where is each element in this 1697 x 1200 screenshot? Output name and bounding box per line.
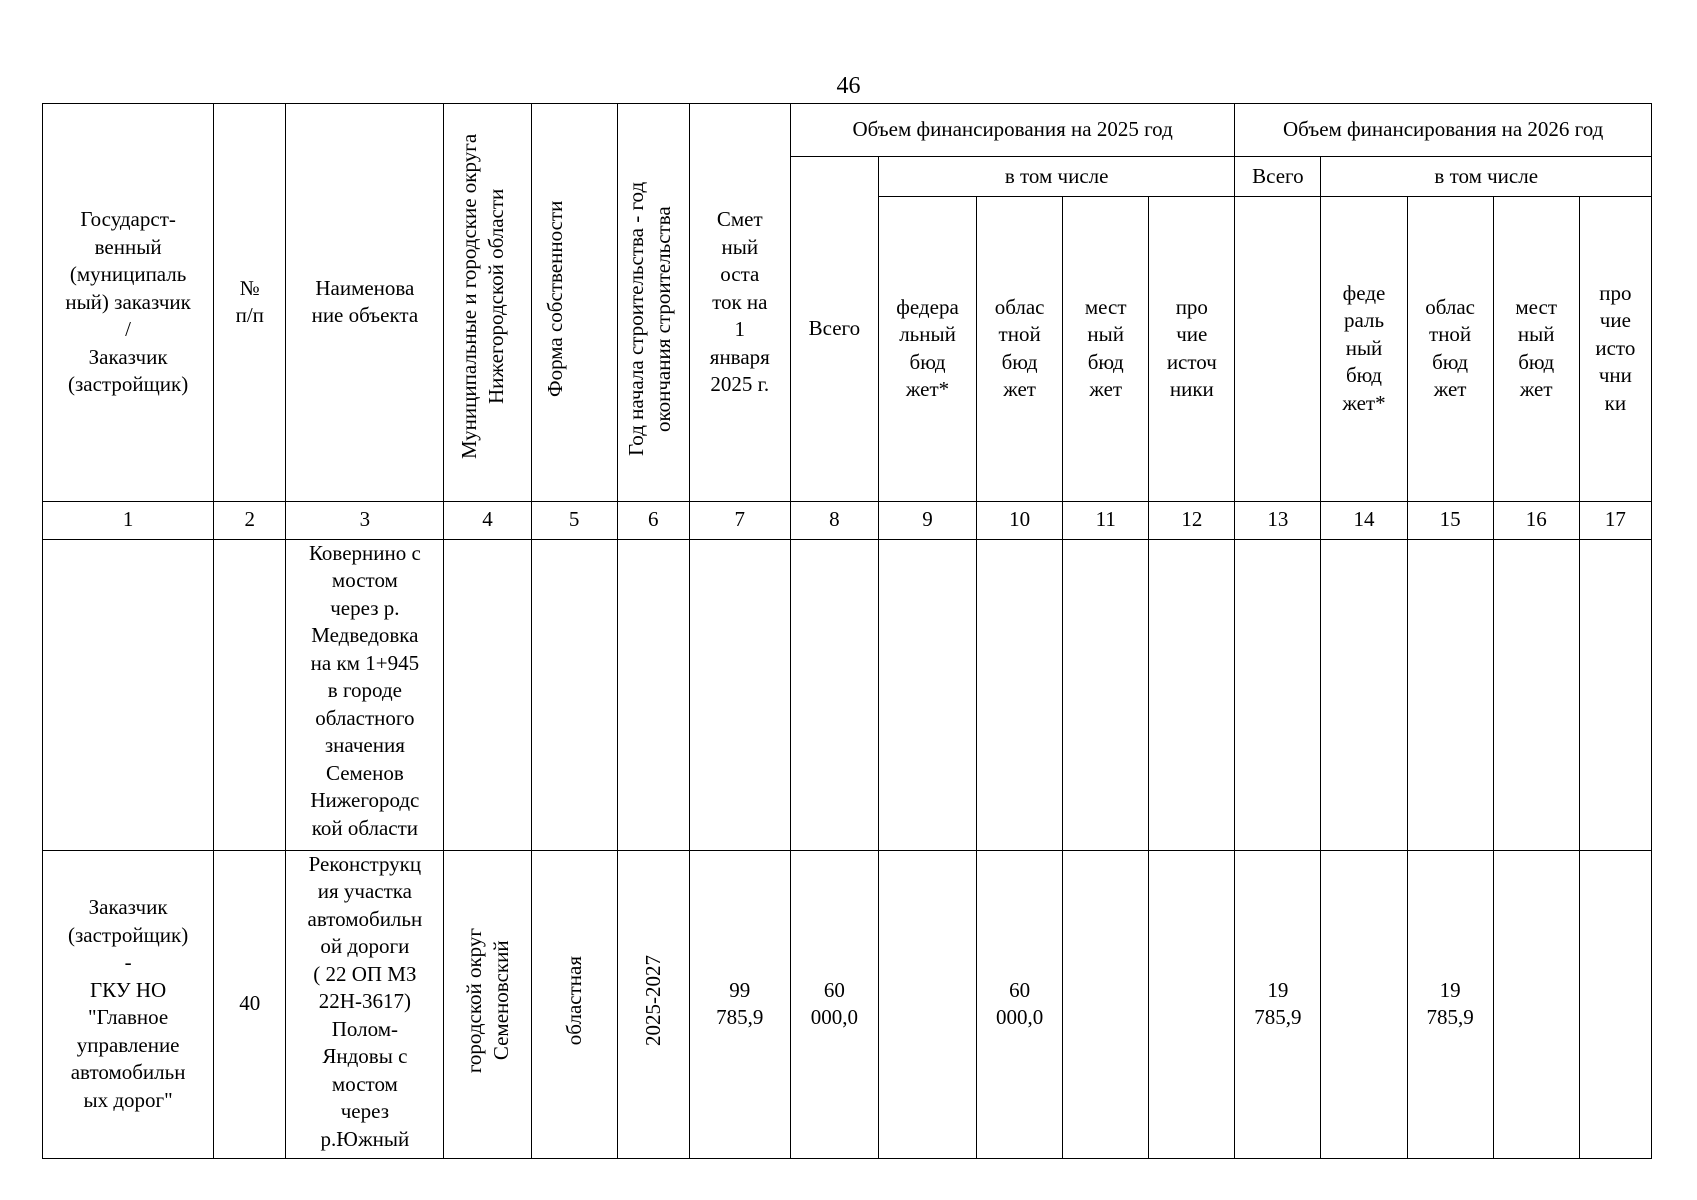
header-municipality: Муниципальные и городские округа Нижегородской области	[456, 133, 508, 460]
header-federal-2026: феде раль ный бюд жет*	[1321, 196, 1407, 501]
header-years-cell	[617, 104, 689, 502]
row-local-2026	[1493, 850, 1579, 1158]
column-number: 4	[444, 501, 531, 539]
page-number: 46	[836, 73, 861, 99]
header-regional-2025: облас тной бюд жет	[977, 196, 1063, 501]
header-total-2026: Всего	[1235, 157, 1321, 197]
column-number: 7	[689, 501, 790, 539]
column-number: 2	[214, 501, 286, 539]
column-number: 12	[1149, 501, 1235, 539]
row-local-2025	[1063, 850, 1149, 1158]
financing-table	[42, 103, 1652, 1159]
row-federal-2025	[878, 850, 976, 1158]
row-federal-2025	[878, 539, 976, 850]
row-customer	[43, 539, 214, 850]
header-local-2026: мест ный бюд жет	[1493, 196, 1579, 501]
row-other-2026	[1579, 539, 1651, 850]
column-numbers-row	[43, 501, 1652, 539]
row-ownership	[531, 539, 617, 850]
row-object-name: Ковернино с мостом через р. Медведовка на км 1+945 в городе областного значения Семенов Нижегородс кой области	[286, 539, 444, 850]
column-number: 9	[878, 501, 976, 539]
column-number: 8	[790, 501, 878, 539]
row-regional-2025: 60 000,0	[977, 850, 1063, 1158]
row-total-2026	[1235, 539, 1321, 850]
header-financing-2026: Объем финансирования на 2026 год	[1235, 104, 1652, 157]
row-ownership: областная	[561, 955, 586, 1045]
header-estimate-rest: Смет ный оста ток на 1 января 2025 г.	[689, 104, 790, 502]
row-total-2025: 60 000,0	[790, 850, 878, 1158]
header-customer: Государст- венный (муниципаль ный) заказчик / Заказчик (застройщик)	[43, 104, 214, 502]
column-number: 16	[1493, 501, 1579, 539]
row-other-2026	[1579, 850, 1651, 1158]
header-number: № п/п	[214, 104, 286, 502]
header-object-name: Наименова ние объекта	[286, 104, 444, 502]
row-total-2025	[790, 539, 878, 850]
table-row	[43, 539, 1652, 850]
header-ownership: Форма собственности	[543, 200, 568, 397]
row-number: 40	[214, 850, 286, 1158]
header-ownership-cell	[531, 104, 617, 502]
header-other-2026: про чие исто чни ки	[1579, 196, 1651, 501]
column-number: 13	[1235, 501, 1321, 539]
header-municipality-cell	[444, 104, 531, 502]
header-row-1	[43, 104, 1652, 157]
row-customer: Заказчик (застройщик) - ГКУ НО "Главное управление автомобильн ых дорог"	[43, 850, 214, 1158]
row-municipality	[444, 539, 531, 850]
row-estimate-rest	[689, 539, 790, 850]
row-regional-2026: 19 785,9	[1407, 850, 1493, 1158]
row-other-2025	[1149, 850, 1235, 1158]
row-years: 2025-2027	[640, 954, 665, 1046]
header-total-2025: Всего	[790, 157, 878, 502]
column-number: 14	[1321, 501, 1407, 539]
row-municipality-cell	[444, 850, 531, 1158]
row-regional-2026	[1407, 539, 1493, 850]
column-number: 5	[531, 501, 617, 539]
row-regional-2025	[977, 539, 1063, 850]
row-estimate-rest: 99 785,9	[689, 850, 790, 1158]
column-number: 1	[43, 501, 214, 539]
row-ownership-cell	[531, 850, 617, 1158]
table-row	[43, 850, 1652, 1158]
row-federal-2026	[1321, 850, 1407, 1158]
header-years: Год начала строительства - год окончания строительства	[624, 181, 676, 457]
column-number: 6	[617, 501, 689, 539]
header-financing-2025: Объем финансирования на 2025 год	[790, 104, 1235, 157]
row-total-2026: 19 785,9	[1235, 850, 1321, 1158]
header-local-2025: мест ный бюд жет	[1063, 196, 1149, 501]
row-municipality: городской округ Семеновский	[461, 927, 513, 1073]
row-other-2025	[1149, 539, 1235, 850]
header-federal-2025: федера льный бюд жет*	[878, 196, 976, 501]
header-including-2026: в том числе	[1321, 157, 1652, 197]
row-object-name: Реконструкц ия участка автомобильн ой дороги ( 22 ОП МЗ 22Н-3617) Полом- Яндовы с мостом через р.Южный	[286, 850, 444, 1158]
row-number	[214, 539, 286, 850]
row-years	[617, 539, 689, 850]
header-regional-2026: облас тной бюд жет	[1407, 196, 1493, 501]
row-federal-2026	[1321, 539, 1407, 850]
column-number: 10	[977, 501, 1063, 539]
column-number: 3	[286, 501, 444, 539]
column-number: 11	[1063, 501, 1149, 539]
column-number: 15	[1407, 501, 1493, 539]
header-empty-2026	[1235, 196, 1321, 501]
row-years-cell	[617, 850, 689, 1158]
column-number: 17	[1579, 501, 1651, 539]
row-local-2026	[1493, 539, 1579, 850]
row-local-2025	[1063, 539, 1149, 850]
header-including-2025: в том числе	[878, 157, 1234, 197]
header-other-2025: про чие источ ники	[1149, 196, 1235, 501]
